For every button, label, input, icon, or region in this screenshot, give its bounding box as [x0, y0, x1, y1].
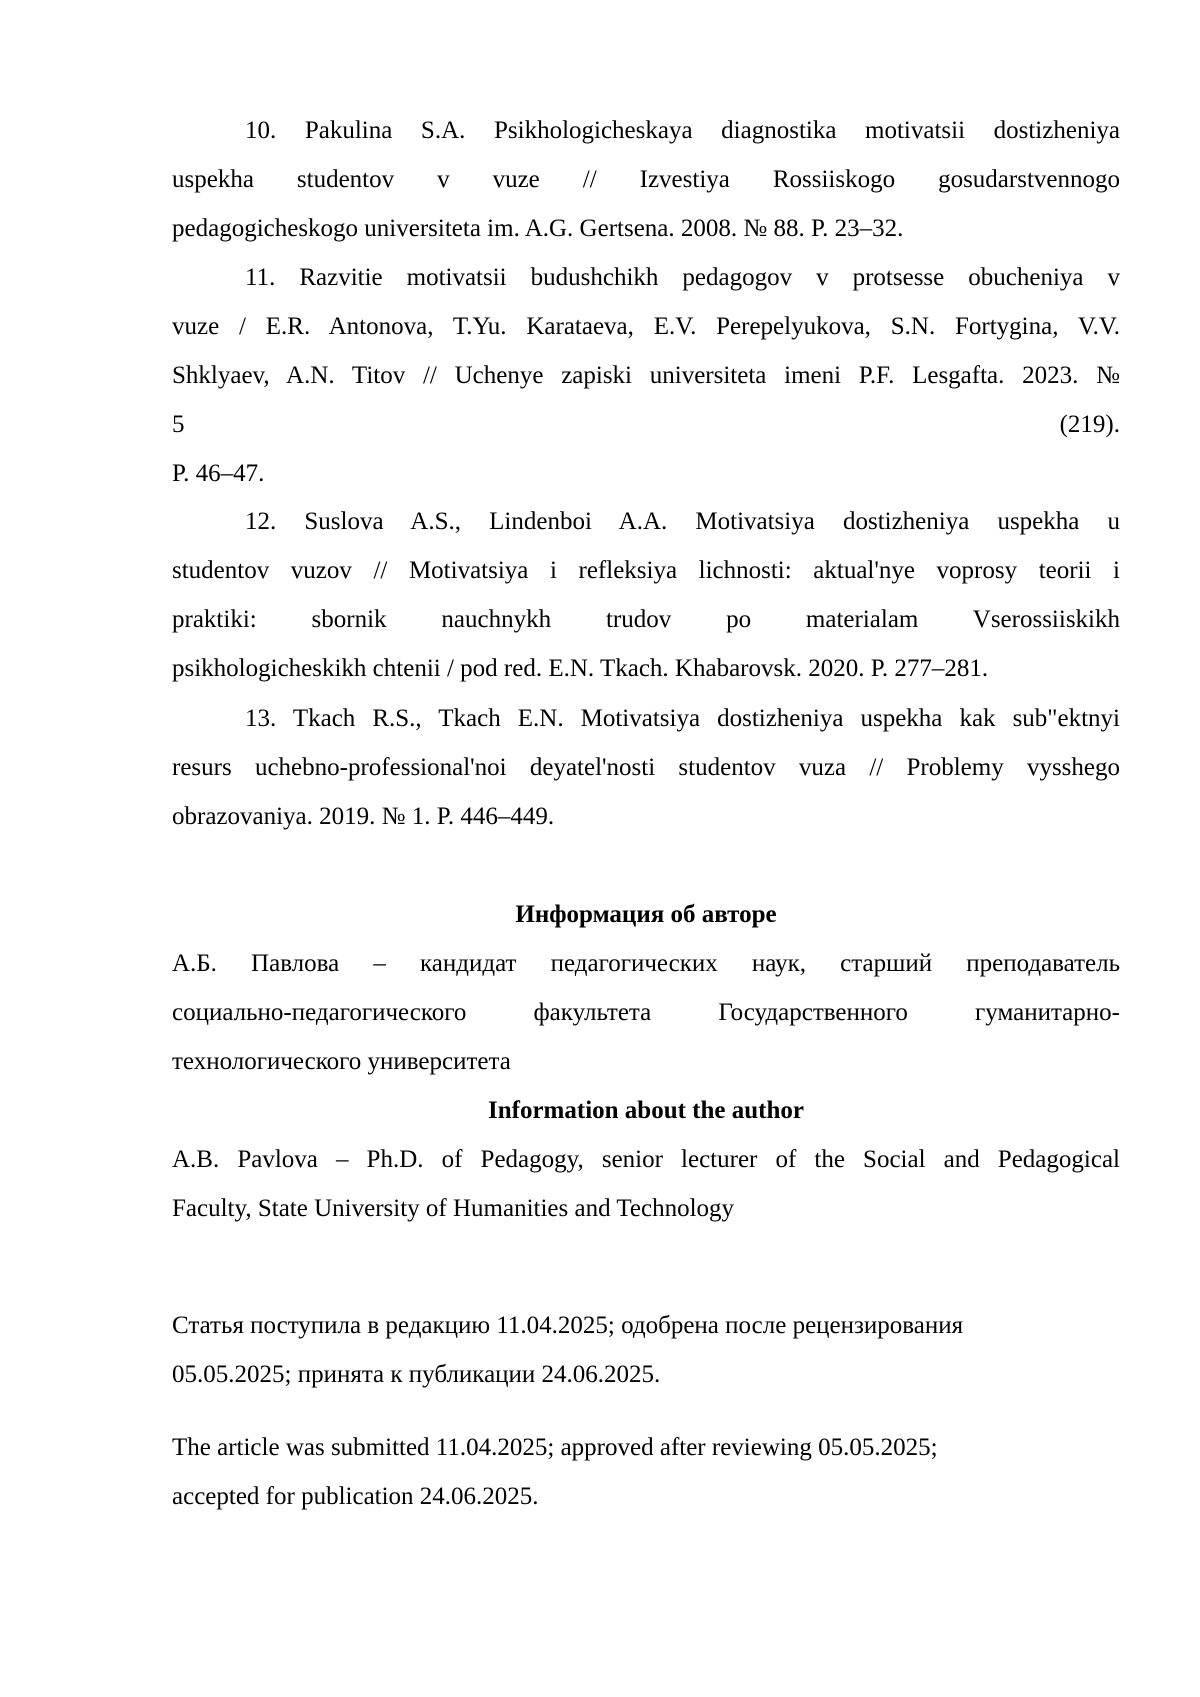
reference-line: Shklyaev, A.N. Titov // Uchenye zapiski universiteta imeni P.F. Lesgafta. 2023. №: [172, 351, 1120, 400]
reference-line: pedagogicheskogo universiteta im. A.G. Gertsena. 2008. № 88. P. 23–32.: [172, 204, 1120, 253]
reference-line: psikhologicheskikh chtenii / pod red. E.N. Tkach. Khabarovsk. 2020. P. 277–281.: [172, 644, 1120, 693]
reference-10: [172, 106, 1120, 253]
author-info-line: технологического университета: [172, 1037, 1120, 1086]
author-info-line: Faculty, State University of Humanities and Technology: [172, 1184, 1120, 1233]
reference-line: uspekha studentov v vuze // Izvestiya Rossiiskogo gosudarstvennogo: [172, 155, 1120, 204]
dates-line: The article was submitted 11.04.2025; approved after reviewing 05.05.2025;: [172, 1423, 1120, 1472]
author-info-ru-heading: Информация об авторе: [172, 890, 1120, 939]
reference-13: [172, 694, 1120, 841]
article-dates-en: [172, 1423, 1120, 1521]
reference-line: 13. Tkach R.S., Tkach E.N. Motivatsiya dostizheniya uspekha kak sub"ektnyi: [172, 694, 1120, 743]
author-info-line: социально-педагогического факультета Государственного гуманитарно-: [172, 988, 1120, 1037]
reference-line: 12. Suslova A.S., Lindenboi A.A. Motivatsiya dostizheniya uspekha u: [172, 497, 1120, 546]
reference-line: resurs uchebno-professional'noi deyatel'nosti studentov vuza // Problemy vysshego: [172, 743, 1120, 792]
reference-line: obrazovaniya. 2019. № 1. P. 446–449.: [172, 792, 1120, 841]
dates-line: accepted for publication 24.06.2025.: [172, 1472, 1120, 1521]
author-info-en: [172, 1086, 1120, 1233]
article-dates-ru: [172, 1301, 1120, 1399]
reference-line: vuze / E.R. Antonova, T.Yu. Karataeva, E.V. Perepelyukova, S.N. Fortygina, V.V.: [172, 302, 1120, 351]
reference-line: 5 (219).: [172, 400, 1120, 449]
dates-line: Статья поступила в редакцию 11.04.2025; одобрена после рецензирования: [172, 1301, 1120, 1350]
author-info-line: A.B. Pavlova – Ph.D. of Pedagogy, senior lecturer of the Social and Pedagogical: [172, 1135, 1120, 1184]
reference-line: 11. Razvitie motivatsii budushchikh pedagogov v protsesse obucheniya v: [172, 253, 1120, 302]
reference-line: P. 46–47.: [172, 449, 1120, 498]
reference-12: [172, 497, 1120, 693]
reference-line: praktiki: sbornik nauchnykh trudov po materialam Vserossiiskikh: [172, 595, 1120, 644]
author-info-line: А.Б. Павлова – кандидат педагогических наук, старший преподаватель: [172, 939, 1120, 988]
reference-line: 10. Pakulina S.A. Psikhologicheskaya diagnostika motivatsii dostizheniya: [172, 106, 1120, 155]
author-info-ru: [172, 890, 1120, 1086]
author-info-en-heading: Information about the author: [172, 1086, 1120, 1135]
dates-line: 05.05.2025; принята к публикации 24.06.2025.: [172, 1350, 1120, 1399]
reference-11: [172, 253, 1120, 498]
reference-line: studentov vuzov // Motivatsiya i refleksiya lichnosti: aktual'nye voprosy teorii i: [172, 546, 1120, 595]
